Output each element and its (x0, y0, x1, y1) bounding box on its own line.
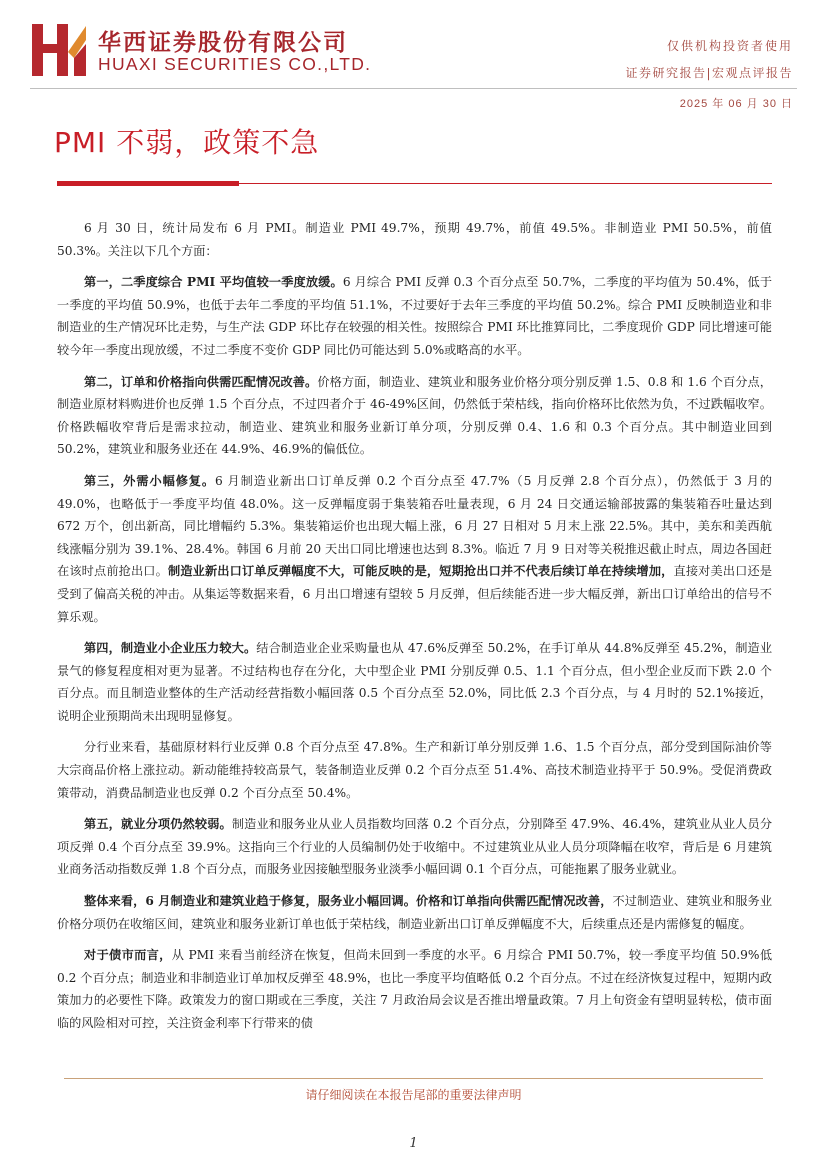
para-lead: 第一，二季度综合 PMI 平均值较一季度放缓。 (84, 275, 343, 290)
title-underline-thick (57, 181, 239, 186)
para-text: 直接对美出口还是受到了偏高关税的冲击。从集运等数据来看，6 月出口增速有望较 5 月反弹，但后续能否进一步大幅反弹，新出口订单给出的信号不算乐观。 (57, 564, 772, 624)
para-text: 6 月综合 PMI 反弹 0.3 个百分点至 50.7%，二季度的平均值为 50.4%，低于一季度的平均值 50.9%，也低于去年二季度的平均值 51.1%，不过要好于去年三季度的平均值 50.2%。综合 PMI 反映制造业和非制造业的生产情况环比走势，与生产法 GDP 环比存在较强的相关性。按照综合 PMI 环比推算同比，二季度现价 GDP 同比增速可能较今年一季度出现放缓，不过二季度不变价 GDP 同比仍可能达到 5.0%或略高的水平。 (57, 275, 772, 357)
report-date: 2025 年 06 月 30 日 (679, 98, 793, 110)
report-type: 证券研究报告|宏观点评报告 (625, 66, 793, 80)
para-lead: 整体来看，6 月制造业和建筑业趋于修复，服务业小幅回调。价格和订单指向供需匹配情况改善， (84, 894, 613, 909)
title-underline-thin (239, 183, 772, 184)
footer-divider (64, 1078, 763, 1079)
report-body (57, 217, 772, 1044)
para-text: 从 PMI 来看当前经济在恢复，但尚未回到一季度的水平。6 月综合 PMI 50.7%，较一季度平均值 50.9%低 0.2 个百分点；制造业和非制造业订单加权反弹至 48.9%，也比一季度平均值略低 0.2 个百分点。不过在经济恢复过程中，短期内政策加力的必要性下降。政策发力的窗口期或在三季度，关注 7 月政治局会议是否推出增量政策。7 月上旬资金有望明显转松，债市面临的风险相对可控，关注资金利率下行带来的债 (57, 948, 772, 1030)
para-text: 不过制造业、建筑业和服务业价格分项仍在收缩区间，建筑业和服务业新订单也低于荣枯线，制造业新出口订单反弹幅度不大，后续重点还是内需修复的幅度。 (57, 894, 772, 931)
report-title: PMI 不弱，政策不急 (54, 126, 320, 159)
paragraph-summary (57, 890, 772, 935)
para-text: 价格方面，制造业、建筑业和服务业价格分项分别反弹 1.5、0.8 和 1.6 个百分点，制造业原材料购进价也反弹 1.5 个百分点，不过四者介于 46-49%区间，仍然低于荣枯线，指向价格环比依然为负，不过跌幅收窄。价格跌幅收窄背后是需求拉动，制造业、建筑业和服务业新订单分项，分别反弹 0.4、1.6 和 0.3 个百分点。其中制造业回到 50.2%，建筑业和服务业还在 44.9%、46.9%的偏低位。 (57, 374, 772, 457)
huaxi-logo-icon (30, 22, 90, 78)
para-emphasis: 制造业新出口订单反弹幅度不大，可能反映的是，短期抢出口并不代表后续订单在持续增加， (167, 564, 674, 579)
para-text: 6 月制造业新出口订单反弹 0.2 个百分点至 47.7%（5 月反弹 2.8 个百分点），仍然低于 3 月的 49.0%，也略低于一季度平均值 48.0%。这一反弹幅度弱于集装箱吞吐量表现，6 月 24 日交通运输部披露的集装箱吞吐量达到 672 万个，创出新高，同比增幅约 5.3%。集装箱运价也出现大幅上涨，6 月 27 日相对 5 月末上涨 22.5%。其中，美东和美西航线涨幅分别为 39.1%、28.4%。韩国 6 月前 20 天出口同比增速也达到 8.3%。临近 7 月 9 日对等关税推迟截止时点，周边各国赶在该时点前抢出口。 (57, 473, 772, 579)
para-lead: 第三，外需小幅修复。 (84, 473, 216, 488)
paragraph-bond-market (57, 944, 772, 1034)
para-text: 6 月 30 日，统计局发布 6 月 PMI。制造业 PMI 49.7%，预期 49.7%，前值 49.5%。非制造业 PMI 50.5%，前值 50.3%。关注以下几个方面： (57, 221, 772, 258)
paragraph-intro (57, 217, 772, 262)
para-lead: 对于债市而言， (84, 948, 172, 963)
paragraph-point-2 (57, 371, 772, 461)
paragraph-industry (57, 736, 772, 804)
para-text: 制造业和服务业从业人员指数均回落 0.2 个百分点，分别降至 47.9%、46.4%，建筑业从业人员分项反弹 0.4 个百分点至 39.9%。这指向三个行业的人员编制仍处于收缩中。不过建筑业从业人员分项降幅在收窄，背后是 6 月建筑业商务活动指数反弹 1.8 个百分点，而服务业因接触型服务业淡季小幅回调 0.1 个百分点，可能拖累了服务业就业。 (57, 817, 772, 877)
company-name-en: HUAXI SECURITIES CO.,LTD. (98, 54, 372, 74)
paragraph-point-3 (57, 470, 772, 628)
header-divider (30, 88, 797, 89)
para-lead: 第四，制造业小企业压力较大。 (84, 641, 257, 656)
paragraph-point-5 (57, 813, 772, 881)
company-name-cn: 华西证券股份有限公司 (98, 29, 348, 56)
para-lead: 第二，订单和价格指向供需匹配情况改善。 (84, 374, 318, 389)
para-text: 结合制造业企业采购量也从 47.6%反弹至 50.2%，在手订单从 44.8%反弹至 45.2%，制造业景气的修复程度相对更为显著。不过结构也存在分化，大中型企业 PMI 分别反弹 0.5、1.1 个百分点，但小型企业反而下跌 2.0 个百分点。而且制造业整体的生产活动经营指数小幅回落 0.5 个百分点至 52.0%，同比低 2.3 个百分点，与 4 月时的 52.1%接近，说明企业预期尚未出现明显修复。 (57, 641, 772, 723)
para-lead: 第五，就业分项仍然较弱。 (84, 817, 232, 832)
paragraph-point-1 (57, 271, 772, 361)
paragraph-point-4 (57, 637, 772, 727)
para-text: 分行业来看，基础原材料行业反弹 0.8 个百分点至 47.8%。生产和新订单分别反弹 1.6、1.5 个百分点，部分受到国际油价等大宗商品价格上涨拉动。新动能维持较高景气，装备制造业反弹 0.2 个百分点至 51.4%、高技术制造业持平于 50.9%。受促消费政策带动，消费品制造业也反弹 0.2 个百分点至 50.4%。 (57, 740, 772, 800)
audience-notice: 仅供机构投资者使用 (666, 39, 793, 53)
legal-disclaimer-link[interactable]: 请仔细阅读在本报告尾部的重要法律声明 (305, 1088, 522, 1102)
page-number: 1 (409, 1136, 418, 1151)
